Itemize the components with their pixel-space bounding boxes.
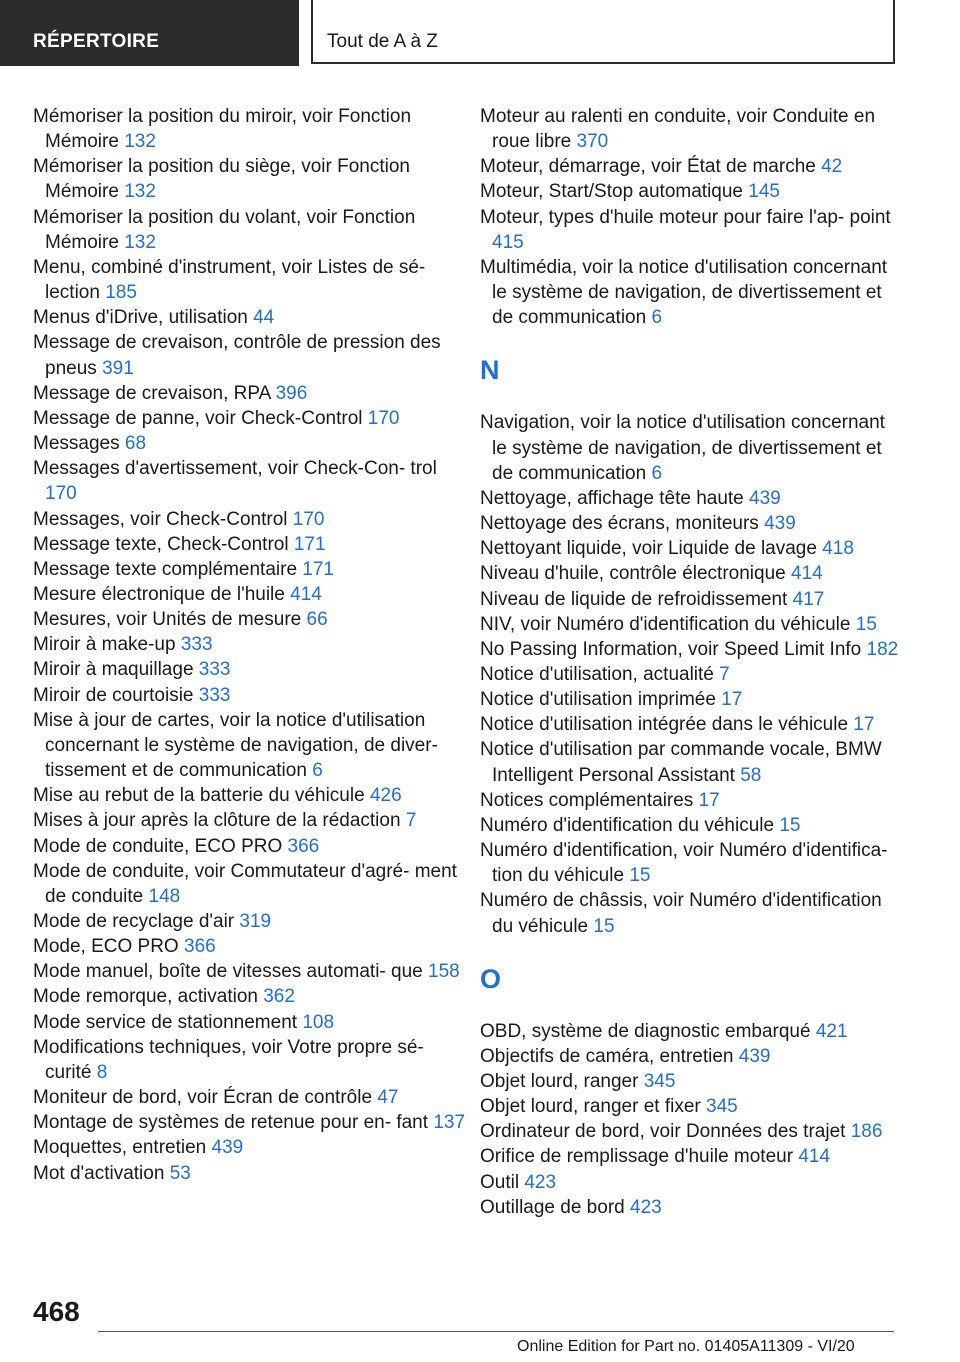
entry-text: Modifications techniques, voir Votre propre sé‐ curité xyxy=(33,1036,424,1083)
entry-text: Nettoyant liquide, voir Liquide de lavage xyxy=(480,538,817,560)
index-entry xyxy=(33,1110,473,1135)
entry-text: Message de panne, voir Check-Control xyxy=(33,407,363,429)
page-link[interactable]: 15 xyxy=(629,865,651,887)
entry-text: Numéro d'identification, voir Numéro d'identifica‐ tion du véhicule xyxy=(480,840,888,887)
index-entry xyxy=(480,813,900,838)
page-link[interactable]: 7 xyxy=(719,663,730,685)
entry-text: Nettoyage des écrans, moniteurs xyxy=(480,513,759,535)
entry-text: Notice d'utilisation par commande vocale, BMW Intelligent Personal Assistant xyxy=(480,739,882,786)
page-link[interactable]: 44 xyxy=(253,307,275,329)
entry-text: Messages, voir Check-Control xyxy=(33,508,288,530)
index-entry xyxy=(33,305,473,330)
page-link[interactable]: 439 xyxy=(749,487,781,509)
page-link[interactable]: 414 xyxy=(798,1146,831,1168)
letter-heading-n: N xyxy=(480,355,500,386)
entry-text: OBD, système de diagnostic embarqué xyxy=(480,1020,811,1042)
page-link[interactable]: 418 xyxy=(822,538,854,560)
page-link[interactable]: 319 xyxy=(239,911,272,932)
page-link[interactable]: 171 xyxy=(293,533,326,555)
index-entry xyxy=(33,657,473,682)
index-entry xyxy=(480,587,900,612)
entry-text: Messages xyxy=(33,433,120,455)
entry-text: Moquettes, entretien xyxy=(33,1137,207,1159)
entry-text: Mode de conduite, voir Commutateur d'agré‐ ment de conduite xyxy=(33,860,457,907)
entry-text: Multimédia, voir la notice d'utilisation concernant le système de navigation, de divertissement et de communication xyxy=(480,256,888,329)
entry-text: Message de crevaison, contrôle de pression des pneus xyxy=(33,332,441,379)
page-link[interactable]: 68 xyxy=(124,433,147,455)
entry-text: Menus d'iDrive, utilisation xyxy=(33,307,248,329)
index-entry xyxy=(480,205,900,255)
index-entry xyxy=(33,859,473,909)
page-link[interactable]: 170 xyxy=(292,508,325,530)
index-entry xyxy=(480,410,900,485)
page-link[interactable]: 15 xyxy=(855,613,877,635)
index-list-left xyxy=(33,104,473,1186)
entry-text: Message de crevaison, RPA xyxy=(33,382,271,404)
page-number: 468 xyxy=(33,1296,80,1327)
page-link[interactable]: 423 xyxy=(524,1171,557,1193)
index-entry xyxy=(480,1195,900,1220)
index-entry xyxy=(33,1035,473,1085)
index-entry xyxy=(33,909,473,934)
index-entry xyxy=(480,486,900,511)
entry-text: Outillage de bord xyxy=(480,1196,625,1218)
letter-heading-o: O xyxy=(480,963,502,994)
entry-text: Notice d'utilisation, actualité xyxy=(480,663,714,685)
page-link[interactable]: 132 xyxy=(124,181,156,203)
index-entry xyxy=(480,838,900,888)
page-link[interactable]: 417 xyxy=(792,588,825,610)
entry-text: Moteur, types d'huile moteur pour faire l'ap‐ point xyxy=(480,206,891,228)
entry-text: Notice d'utilisation imprimée xyxy=(480,689,716,711)
index-entry xyxy=(480,712,900,737)
entry-text: Nettoyage, affichage tête haute xyxy=(480,487,744,509)
entry-text: Numéro de châssis, voir Numéro d'identification du véhicule xyxy=(480,890,882,937)
index-entry xyxy=(33,683,473,708)
page-link[interactable]: 423 xyxy=(630,1196,662,1218)
index-entry xyxy=(480,1144,900,1169)
page-link[interactable]: 148 xyxy=(148,885,181,907)
page-link[interactable]: 414 xyxy=(290,583,322,605)
index-entry xyxy=(33,708,473,783)
index-entry xyxy=(33,1010,473,1035)
entry-text: Mises à jour après la clôture de la rédaction xyxy=(33,810,401,832)
index-entry xyxy=(480,612,900,637)
page-header xyxy=(0,0,960,66)
entry-text: Moteur, Start/Stop automatique xyxy=(480,181,743,203)
index-entry xyxy=(33,1135,473,1160)
page-link[interactable]: 182 xyxy=(866,638,899,660)
page-link[interactable]: 47 xyxy=(377,1087,399,1109)
index-entry xyxy=(33,934,473,959)
page-link[interactable]: 6 xyxy=(651,307,663,329)
entry-text: Objet lourd, ranger et fixer xyxy=(480,1096,701,1118)
index-entry xyxy=(33,783,473,808)
page-link[interactable]: 370 xyxy=(576,131,609,153)
entry-text: Miroir à maquillage xyxy=(33,659,194,681)
index-entry xyxy=(480,561,900,586)
page-link[interactable]: 333 xyxy=(198,684,231,706)
entry-text: Mémoriser la position du siège, voir Fonction Mémoire xyxy=(33,156,411,203)
page-link[interactable]: 426 xyxy=(369,785,402,807)
index-entry xyxy=(33,406,473,431)
entry-text: Montage de systèmes de retenue pour en‐ fant xyxy=(33,1112,429,1134)
entry-text: Mode manuel, boîte de vitesses automati‐ que xyxy=(33,961,423,983)
index-entry xyxy=(33,607,473,632)
page-link[interactable]: 53 xyxy=(169,1162,191,1184)
index-entry xyxy=(33,808,473,833)
page-link[interactable]: 132 xyxy=(124,231,156,253)
entry-text: Orifice de remplissage d'huile moteur xyxy=(480,1146,794,1168)
entry-text: Message texte, Check-Control xyxy=(33,533,289,555)
index-entry xyxy=(480,1119,900,1144)
index-entry xyxy=(480,255,900,330)
page-link[interactable]: 396 xyxy=(275,382,308,404)
page-link[interactable]: 345 xyxy=(643,1071,676,1092)
page-link[interactable]: 17 xyxy=(721,689,743,711)
entry-text: Messages d'avertissement, voir Check-Con‐ trol xyxy=(33,458,437,480)
page-link[interactable]: 58 xyxy=(740,764,762,786)
page-link[interactable]: 439 xyxy=(738,1045,771,1067)
page-link[interactable]: 186 xyxy=(850,1121,883,1143)
index-entry xyxy=(33,1161,473,1186)
index-column-left xyxy=(33,104,473,1186)
footer-divider xyxy=(98,1331,894,1332)
entry-text: Ordinateur de bord, voir Données des trajet xyxy=(480,1121,846,1143)
page-link[interactable]: 42 xyxy=(821,156,843,178)
index-entry xyxy=(33,632,473,657)
page-link[interactable]: 170 xyxy=(367,407,400,429)
index-entry xyxy=(480,1069,900,1094)
index-entry xyxy=(33,154,473,204)
page-link[interactable]: 171 xyxy=(302,558,334,580)
entry-text: Moteur au ralenti en conduite, voir Conduite en roue libre xyxy=(480,106,876,153)
page-link[interactable]: 439 xyxy=(764,513,796,535)
index-entry xyxy=(33,456,473,506)
page-link[interactable]: 333 xyxy=(180,634,213,656)
index-entry xyxy=(480,888,900,938)
entry-text: Mise au rebut de la batterie du véhicule xyxy=(33,785,365,807)
index-entry xyxy=(480,662,900,687)
index-entry xyxy=(33,959,473,984)
index-entry xyxy=(480,179,900,204)
entry-text: Mode de conduite, ECO PRO xyxy=(33,835,283,857)
index-list-o xyxy=(480,1019,900,1220)
page-link[interactable]: 158 xyxy=(428,961,460,983)
entry-text: Mode de recyclage d'air xyxy=(33,911,235,932)
entry-text: Mode, ECO PRO xyxy=(33,936,179,958)
entry-text: Niveau d'huile, contrôle électronique xyxy=(480,563,786,585)
index-entry xyxy=(480,1019,900,1044)
page-link[interactable]: 345 xyxy=(706,1096,738,1118)
index-entry xyxy=(480,1044,900,1069)
entry-text: Mémoriser la position du miroir, voir Fonction Mémoire xyxy=(33,106,412,153)
page-link[interactable]: 391 xyxy=(102,357,134,379)
entry-text: Niveau de liquide de refroidissement xyxy=(480,588,788,610)
index-entry xyxy=(480,104,900,154)
page-link[interactable]: 6 xyxy=(651,462,663,484)
page-link[interactable]: 366 xyxy=(184,936,216,958)
page-link[interactable]: 7 xyxy=(405,810,417,832)
index-entry xyxy=(33,532,473,557)
index-entry xyxy=(480,1170,900,1195)
entry-text: Mot d'activation xyxy=(33,1162,165,1184)
chapter-title: Tout de A à Z xyxy=(311,0,895,64)
page-link[interactable]: 421 xyxy=(815,1020,848,1042)
index-entry xyxy=(480,788,900,813)
index-entry xyxy=(33,984,473,1009)
entry-text: Objectifs de caméra, entretien xyxy=(480,1045,734,1067)
index-entry xyxy=(33,104,473,154)
edition-note: Online Edition for Part no. 01405A11309 - VI/20 xyxy=(517,1338,855,1355)
entry-text: No Passing Information, voir Speed Limit Info xyxy=(480,638,862,660)
index-entry xyxy=(33,381,473,406)
index-entry xyxy=(480,154,900,179)
section-tab: RÉPERTOIRE xyxy=(0,0,299,66)
entry-text: Mémoriser la position du volant, voir Fonction Mémoire xyxy=(33,206,416,253)
index-entry xyxy=(480,511,900,536)
entry-text: Mesure électronique de l'huile xyxy=(33,583,285,605)
page-link[interactable]: 362 xyxy=(263,986,295,1008)
entry-text: Mode service de stationnement xyxy=(33,1011,298,1033)
entry-text: Moniteur de bord, voir Écran de contrôle xyxy=(33,1087,373,1109)
page-link[interactable]: 137 xyxy=(433,1112,466,1134)
entry-text: Numéro d'identification du véhicule xyxy=(480,814,775,836)
index-entry xyxy=(33,205,473,255)
entry-text: Message texte complémentaire xyxy=(33,558,298,580)
page-link[interactable]: 17 xyxy=(853,714,875,736)
index-entry xyxy=(480,536,900,561)
page-link[interactable]: 366 xyxy=(287,835,320,857)
page-link[interactable]: 439 xyxy=(211,1137,244,1159)
entry-text: Notice d'utilisation intégrée dans le véhicule xyxy=(480,714,849,736)
entry-text: Objet lourd, ranger xyxy=(480,1071,639,1092)
index-entry xyxy=(33,1085,473,1110)
entry-text: Mise à jour de cartes, voir la notice d'utilisation concernant le système de navigation, de diver‐ tissement et de communication xyxy=(33,709,438,782)
index-entry xyxy=(33,557,473,582)
page-link[interactable]: 66 xyxy=(306,609,328,631)
page-link[interactable]: 15 xyxy=(779,814,801,836)
page-link[interactable]: 185 xyxy=(105,282,137,304)
entry-text: Miroir de courtoisie xyxy=(33,684,194,706)
index-list-m-continued xyxy=(480,104,900,330)
page-link[interactable]: 108 xyxy=(302,1011,335,1033)
index-entry xyxy=(33,834,473,859)
entry-text: Moteur, démarrage, voir État de marche xyxy=(480,156,816,178)
page-link[interactable]: 333 xyxy=(198,659,231,681)
entry-text: Miroir à make-up xyxy=(33,634,176,656)
entry-text: NIV, voir Numéro d'identification du véhicule xyxy=(480,613,851,635)
index-list-n xyxy=(480,410,900,938)
page-link[interactable]: 170 xyxy=(45,483,77,505)
entry-text: Mesures, voir Unités de mesure xyxy=(33,609,302,631)
page-link[interactable]: 132 xyxy=(124,131,156,153)
page-link[interactable]: 415 xyxy=(492,231,524,253)
page-link[interactable]: 6 xyxy=(312,760,323,782)
page-link[interactable]: 15 xyxy=(593,915,615,937)
entry-text: Mode remorque, activation xyxy=(33,986,258,1008)
index-entry xyxy=(33,330,473,380)
index-entry xyxy=(33,582,473,607)
index-column-right xyxy=(480,104,900,1220)
entry-text: Navigation, voir la notice d'utilisation concernant le système de navigation, de divertissement et de communication xyxy=(480,412,885,484)
index-entry xyxy=(480,687,900,712)
page-link[interactable]: 145 xyxy=(748,181,780,203)
page-link[interactable]: 17 xyxy=(698,789,720,811)
entry-text: Outil xyxy=(480,1171,520,1193)
index-entry xyxy=(480,1094,900,1119)
index-entry xyxy=(480,637,900,662)
entry-text: Menu, combiné d'instrument, voir Listes de sé‐ lection xyxy=(33,256,426,304)
index-entry xyxy=(33,431,473,456)
index-entry xyxy=(33,255,473,305)
index-entry xyxy=(33,507,473,532)
page-link[interactable]: 414 xyxy=(791,563,823,585)
page-link[interactable]: 8 xyxy=(96,1061,108,1083)
entry-text: Notices complémentaires xyxy=(480,789,694,811)
index-entry xyxy=(480,737,900,787)
